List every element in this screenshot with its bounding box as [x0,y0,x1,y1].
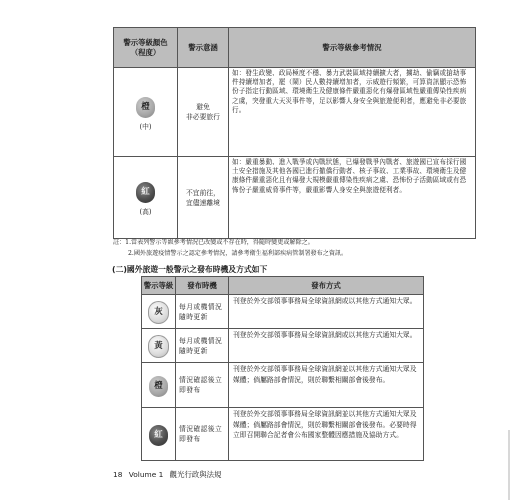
orange-level-badge: 橙 [136,97,155,118]
meaning-cell: 不宜前往， 宜儘速離境 [178,157,229,239]
red-level-badge: 紅 [136,182,155,203]
orange-level-badge: 橙 [149,376,168,397]
section-heading: (二)國外旅遊一般警示之發布時機及方式如下 [112,265,268,274]
yellow-level-badge: 黃 [148,335,169,358]
method-cell: 刊登於外交部領事事務局全球資訊網或以其他方式通知大眾。 [229,295,424,329]
timing-cell: 情況確認後立即發布 [176,408,229,461]
reference-cell: 如：嚴重暴動、進入戰爭或內戰狀態，已爆發戰爭內戰者、旅遊國已宣布採行國土安全措施及其他各國已進行撤僑行動者、核子事故、工業事故、環境衛生及健康條件嚴重惡化且有爆發大規模嚴重傳染性疾病之虞、恐怖份子活動區域或有恐怖份子嚴重威脅事件等，嚴重影響人身安全與旅遊便利者。 [229,157,476,239]
page-footer [113,469,221,480]
footnote-1: 註：1.當表列警示等級參考情況已改變或不存在時，得隨時變更或解除之。 [113,239,314,246]
volume-label: Volume 1 [128,470,164,479]
footnote-2: 2.國外旅遊疫情警示之認定參考情況，請參考衛生福利部疾病管制署發布之資訊。 [128,250,348,257]
table1-header-color: 警示等級顏色 （程度） [114,28,178,68]
meaning-cell: 避免 非必要旅行 [178,68,229,157]
level-cell-red [142,408,176,461]
warning-levels-table [113,27,476,239]
level-label: (中) [139,122,152,131]
table2-header-timing: 發布時機 [176,277,229,295]
timing-cell: 情況確認後立即發布 [176,363,229,408]
table-row [114,68,476,157]
warning-issuance-table [141,276,424,461]
red-level-badge: 紅 [149,425,168,446]
level-cell-gray [142,295,176,329]
method-cell: 刊登於外交部領事事務局全球資訊網並以其他方式通知大眾及媒體；倘屬路部會情況，則於聯繫相關部會後發布。 [229,363,424,408]
table1-header-meaning: 警示意涵 [178,28,229,68]
level-cell-orange [114,68,178,157]
table1-header-reference: 警示等級參考情況 [229,28,476,68]
table-row [142,363,424,408]
level-label: (高) [139,208,152,216]
table2-header-level: 警示等級 [142,277,176,295]
table2-header-method: 發布方式 [229,277,424,295]
level-cell-orange [142,363,176,408]
table-row [114,157,476,239]
timing-cell: 每月或機情況隨時更新 [176,329,229,363]
level-cell-yellow [142,329,176,363]
reference-cell: 如：發生政變、政局極度不穩、暴力武裝區域持續擴大者，擄劫、偷竊或搶劫事件持續增加者，罷（鬧）民人數持續增加者，示威遊行頻繁，可算資訊顯示恐怖份子指定行動區域、環境衛生及健康條件嚴重惡化有爆發區域性嚴重傳染性疾病之虞，突發重大天災事件等，足以影響人身安全與旅遊便利者，應避免非必要旅行。 [229,68,476,157]
gray-level-badge: 灰 [148,301,169,324]
table-row [142,295,424,329]
level-cell-red [114,157,178,239]
table-row [142,329,424,363]
book-title: 觀光行政與法規 [169,470,222,479]
method-cell: 刊登於外交部領事事務局全球資訊網並以其他方式通知大眾及媒體；倘屬路部會情況，則於聯繫相關部會後發布。必要時得立即召開聯合記者會公布國家整體因應措施及協助方式。 [229,408,424,461]
method-cell: 刊登於外交部領事事務局全球資訊網或以其他方式通知大眾。 [229,329,424,363]
scan-edge-mark [508,430,510,500]
timing-cell: 每月或機情況隨時更新 [176,295,229,329]
page-number: 18 [113,470,123,479]
table-row [142,408,424,461]
